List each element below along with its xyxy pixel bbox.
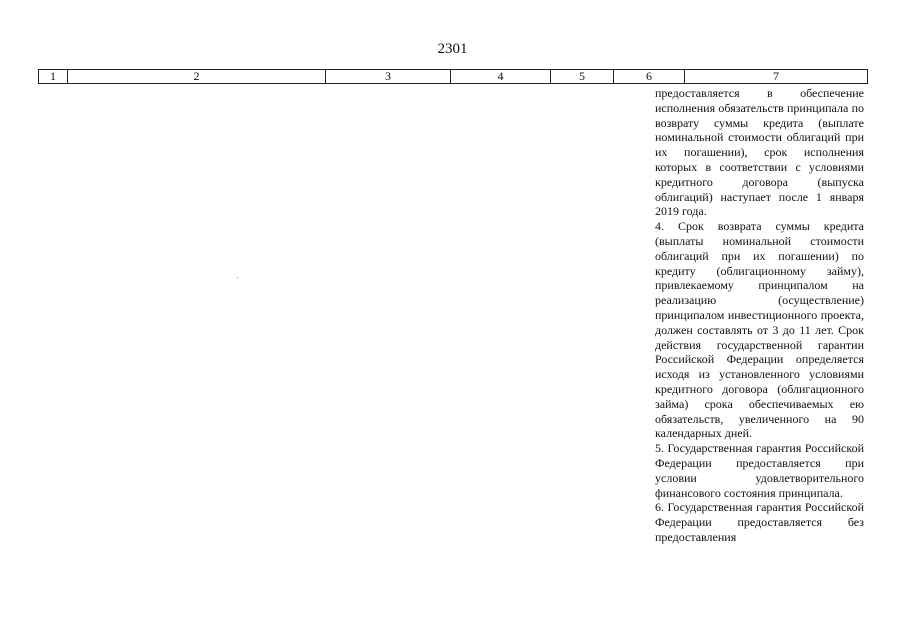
paragraph-item-6: 6. Государственная гарантия Российской Федерации предоставляется без предоставления (655, 500, 864, 544)
scan-speck (237, 277, 238, 278)
column-header-row (39, 70, 868, 84)
column-header-1: 1 (39, 70, 68, 84)
column-header-4: 4 (451, 70, 551, 84)
paragraph-continuation: предоставляется в обеспечение исполнения обязательств принципала по возврату суммы кредита (выплате номинальной стоимости облигаций при их погашении), срок исполнения которых в соответствии с условиями кредитного договора (выпуска облигаций) наступает после 1 января 2019 года. (655, 86, 864, 219)
column-header-table (38, 69, 868, 84)
column-7-text (655, 86, 864, 545)
column-header-3: 3 (326, 70, 451, 84)
page-number: 2301 (437, 41, 468, 57)
paragraph-item-5: 5. Государственная гарантия Российской Федерации предоставляется при условии удовлетворительного финансового состояния принципала. (655, 441, 864, 500)
column-header-7: 7 (685, 70, 868, 84)
column-header-6: 6 (614, 70, 685, 84)
paragraph-item-4: 4. Срок возврата суммы кредита (выплаты номинальной стоимости облигаций при их погашении) по кредиту (облигационному займу), привлекаемому принципалом на реализацию (осуществление) принципалом инвестиционного проекта, должен составлять от 3 до 11 лет. Срок действия государственной гарантии Российской Федерации определяется исходя из установленного условиями кредитного договора (облигационного займа) срока обеспечиваемых ею обязательств, увеличенного на 90 календарных дней. (655, 219, 864, 441)
column-header-2: 2 (68, 70, 326, 84)
column-header-5: 5 (551, 70, 614, 84)
